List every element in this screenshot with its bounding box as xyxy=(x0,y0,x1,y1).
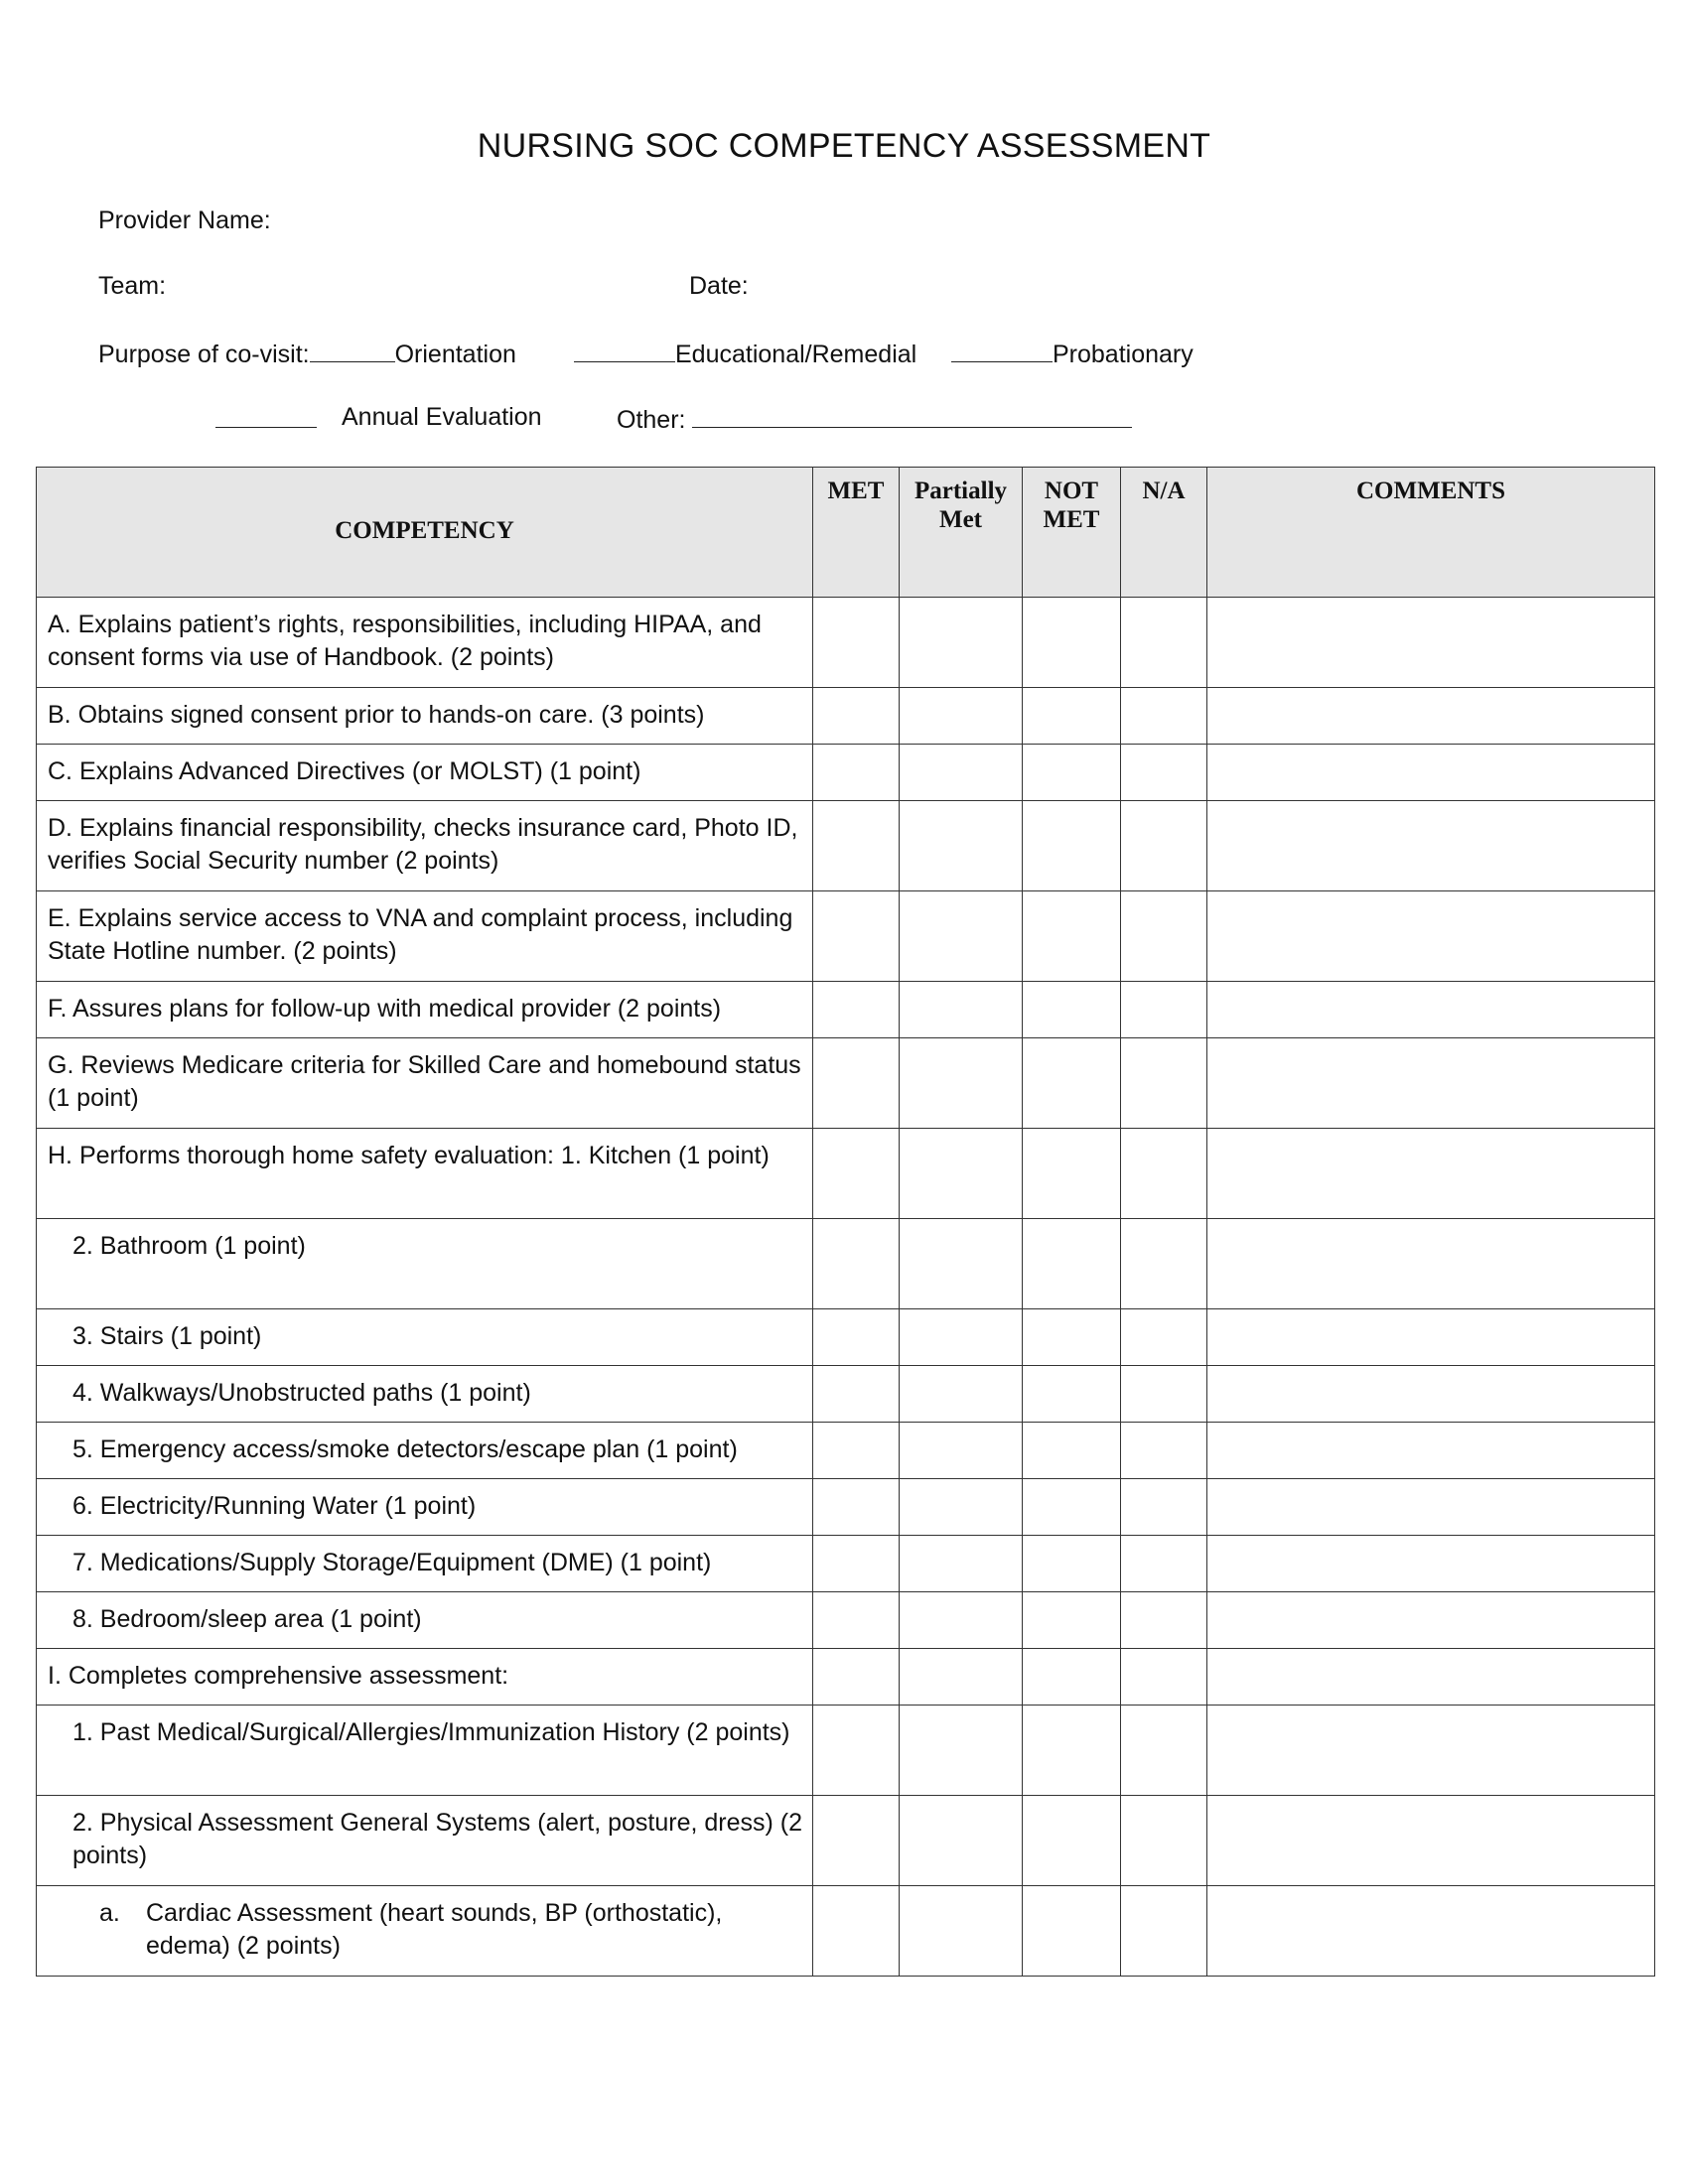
competency-header: COMPETENCY xyxy=(37,468,813,598)
annual-blank[interactable] xyxy=(215,403,317,428)
table-row xyxy=(37,1309,1655,1366)
competency-text: G. Reviews Medicare criteria for Skilled Care and homebound status (1 point) xyxy=(48,1051,801,1112)
na-cell[interactable] xyxy=(1121,801,1207,891)
competency-text: 1. Past Medical/Surgical/Allergies/Immunization History (2 points) xyxy=(72,1718,790,1746)
educational-blank[interactable] xyxy=(574,338,675,362)
met-cell[interactable] xyxy=(813,891,900,982)
partially-met-cell[interactable] xyxy=(900,801,1023,891)
other-label: Other: xyxy=(617,406,686,434)
na-cell[interactable] xyxy=(1121,1479,1207,1536)
competency-item xyxy=(37,1479,813,1536)
partially-met-cell[interactable] xyxy=(900,1423,1023,1479)
competency-text: H. Performs thorough home safety evaluation: 1. Kitchen (1 point) xyxy=(48,1142,770,1169)
not-met-cell[interactable] xyxy=(1023,688,1121,745)
comments-cell[interactable] xyxy=(1207,1592,1655,1649)
not-met-cell[interactable] xyxy=(1023,1592,1121,1649)
annual-line xyxy=(215,403,317,435)
comments-cell[interactable] xyxy=(1207,1423,1655,1479)
not-met-cell[interactable] xyxy=(1023,982,1121,1038)
competency-text: 5. Emergency access/smoke detectors/escape plan (1 point) xyxy=(72,1435,738,1463)
partially-met-header: Partially Met xyxy=(900,468,1023,598)
met-cell[interactable] xyxy=(813,1219,900,1309)
partially-met-cell[interactable] xyxy=(900,1038,1023,1129)
comments-cell[interactable] xyxy=(1207,801,1655,891)
met-cell[interactable] xyxy=(813,1129,900,1219)
table-row xyxy=(37,1886,1655,1977)
table-row xyxy=(37,688,1655,745)
partially-met-cell[interactable] xyxy=(900,1366,1023,1423)
table-row xyxy=(37,891,1655,982)
partially-met-cell[interactable] xyxy=(900,1592,1023,1649)
comments-cell[interactable] xyxy=(1207,1129,1655,1219)
partially-met-cell[interactable] xyxy=(900,745,1023,801)
comments-cell[interactable] xyxy=(1207,891,1655,982)
comments-cell[interactable] xyxy=(1207,982,1655,1038)
met-cell[interactable] xyxy=(813,598,900,688)
na-cell[interactable] xyxy=(1121,1796,1207,1886)
competency-item xyxy=(37,1796,813,1886)
annual-option: Annual Evaluation xyxy=(342,403,542,431)
competency-item xyxy=(37,891,813,982)
competency-text: 8. Bedroom/sleep area (1 point) xyxy=(72,1605,422,1633)
met-cell[interactable] xyxy=(813,1592,900,1649)
table-row xyxy=(37,745,1655,801)
competency-item xyxy=(37,801,813,891)
na-cell[interactable] xyxy=(1121,1423,1207,1479)
met-cell[interactable] xyxy=(813,1796,900,1886)
table-row xyxy=(37,598,1655,688)
comments-cell[interactable] xyxy=(1207,1309,1655,1366)
table-row xyxy=(37,1536,1655,1592)
competency-item xyxy=(37,1366,813,1423)
competency-item xyxy=(37,982,813,1038)
na-cell[interactable] xyxy=(1121,1706,1207,1796)
competency-text: B. Obtains signed consent prior to hands-on care. (3 points) xyxy=(48,701,705,729)
competency-text: F. Assures plans for follow-up with medical provider (2 points) xyxy=(48,995,722,1023)
table-row xyxy=(37,1219,1655,1309)
na-cell[interactable] xyxy=(1121,1366,1207,1423)
met-cell[interactable] xyxy=(813,1366,900,1423)
page-title: NURSING SOC COMPETENCY ASSESSMENT xyxy=(477,127,1211,165)
partially-met-cell[interactable] xyxy=(900,688,1023,745)
met-cell[interactable] xyxy=(813,1479,900,1536)
other-blank[interactable] xyxy=(692,403,1132,428)
provider-name-label: Provider Name: xyxy=(98,206,271,234)
competency-table xyxy=(36,467,1655,1977)
met-cell[interactable] xyxy=(813,982,900,1038)
competency-item xyxy=(37,1423,813,1479)
team-label: Team: xyxy=(98,272,167,300)
provider-name-line xyxy=(98,206,271,235)
not-met-cell[interactable] xyxy=(1023,1796,1121,1886)
comments-cell[interactable] xyxy=(1207,1886,1655,1977)
competency-item xyxy=(37,688,813,745)
met-cell[interactable] xyxy=(813,1038,900,1129)
not-met-cell[interactable] xyxy=(1023,1649,1121,1706)
competency-item xyxy=(37,1592,813,1649)
table-row xyxy=(37,1649,1655,1706)
not-met-cell[interactable] xyxy=(1023,1536,1121,1592)
competency-text: Cardiac Assessment (heart sounds, BP (orthostatic), edema) (2 points) xyxy=(146,1899,723,1960)
orientation-blank[interactable] xyxy=(310,338,395,362)
competency-text: C. Explains Advanced Directives (or MOLST) (1 point) xyxy=(48,757,641,785)
purpose-label: Purpose of co-visit: xyxy=(98,341,310,368)
not-met-cell[interactable] xyxy=(1023,1479,1121,1536)
partially-met-cell[interactable] xyxy=(900,982,1023,1038)
table-row xyxy=(37,1479,1655,1536)
competency-text: 2. Bathroom (1 point) xyxy=(72,1232,306,1260)
met-cell[interactable] xyxy=(813,1309,900,1366)
probationary-option: Probationary xyxy=(1053,341,1194,368)
educational-option: Educational/Remedial xyxy=(675,341,917,368)
table-row xyxy=(37,1423,1655,1479)
competency-item xyxy=(37,1038,813,1129)
na-cell[interactable] xyxy=(1121,1649,1207,1706)
not-met-cell[interactable] xyxy=(1023,1219,1121,1309)
na-cell[interactable] xyxy=(1121,1219,1207,1309)
comments-cell[interactable] xyxy=(1207,1649,1655,1706)
partially-met-cell[interactable] xyxy=(900,1886,1023,1977)
not-met-cell[interactable] xyxy=(1023,891,1121,982)
met-cell[interactable] xyxy=(813,1423,900,1479)
partially-met-cell[interactable] xyxy=(900,598,1023,688)
comments-cell[interactable] xyxy=(1207,1796,1655,1886)
table-header-row xyxy=(37,468,1655,598)
partially-met-cell[interactable] xyxy=(900,1309,1023,1366)
competency-item xyxy=(37,1309,813,1366)
competency-item xyxy=(37,1219,813,1309)
comments-header: COMMENTS xyxy=(1207,468,1655,598)
not-met-cell[interactable] xyxy=(1023,1423,1121,1479)
not-met-cell[interactable] xyxy=(1023,1366,1121,1423)
probationary-line xyxy=(951,338,1194,369)
na-cell[interactable] xyxy=(1121,1886,1207,1977)
sub-item-marker: a. xyxy=(99,1899,120,1927)
comments-cell[interactable] xyxy=(1207,598,1655,688)
na-header: N/A xyxy=(1121,468,1207,598)
competency-item xyxy=(37,1649,813,1706)
not-met-header: NOT MET xyxy=(1023,468,1121,598)
competency-item xyxy=(37,598,813,688)
met-cell[interactable] xyxy=(813,1706,900,1796)
purpose-line xyxy=(98,338,516,369)
partially-met-cell[interactable] xyxy=(900,1706,1023,1796)
comments-cell[interactable] xyxy=(1207,688,1655,745)
comments-cell[interactable] xyxy=(1207,1479,1655,1536)
competency-text: I. Completes comprehensive assessment: xyxy=(48,1662,509,1690)
sub-item-a xyxy=(48,1897,804,1963)
competency-item xyxy=(37,1706,813,1796)
met-cell[interactable] xyxy=(813,745,900,801)
na-cell[interactable] xyxy=(1121,1129,1207,1219)
not-met-cell[interactable] xyxy=(1023,801,1121,891)
table-row xyxy=(37,1038,1655,1129)
orientation-option: Orientation xyxy=(394,341,516,368)
date-label: Date: xyxy=(689,272,749,300)
competency-item xyxy=(37,1129,813,1219)
competency-item xyxy=(37,745,813,801)
met-cell[interactable] xyxy=(813,1649,900,1706)
na-cell[interactable] xyxy=(1121,598,1207,688)
not-met-cell[interactable] xyxy=(1023,598,1121,688)
comments-cell[interactable] xyxy=(1207,1219,1655,1309)
educational-line xyxy=(574,338,916,369)
met-cell[interactable] xyxy=(813,688,900,745)
not-met-cell[interactable] xyxy=(1023,1038,1121,1129)
table-row xyxy=(37,1366,1655,1423)
other-line xyxy=(617,403,1132,435)
competency-text: 3. Stairs (1 point) xyxy=(72,1322,262,1350)
partially-met-cell[interactable] xyxy=(900,891,1023,982)
comments-cell[interactable] xyxy=(1207,745,1655,801)
not-met-cell[interactable] xyxy=(1023,1309,1121,1366)
met-header: MET xyxy=(813,468,900,598)
table-row xyxy=(37,1706,1655,1796)
competency-text: 6. Electricity/Running Water (1 point) xyxy=(72,1492,477,1520)
na-cell[interactable] xyxy=(1121,891,1207,982)
table-row xyxy=(37,982,1655,1038)
competency-text: E. Explains service access to VNA and complaint process, including State Hotline number. (2 points) xyxy=(48,904,793,965)
partially-met-cell[interactable] xyxy=(900,1536,1023,1592)
na-cell[interactable] xyxy=(1121,745,1207,801)
met-cell[interactable] xyxy=(813,1886,900,1977)
not-met-cell[interactable] xyxy=(1023,1129,1121,1219)
partially-met-cell[interactable] xyxy=(900,1796,1023,1886)
competency-item xyxy=(37,1536,813,1592)
competency-text: 2. Physical Assessment General Systems (alert, posture, dress) (2 points) xyxy=(72,1809,802,1869)
competency-text: D. Explains financial responsibility, checks insurance card, Photo ID, verifies Social Security number (2 points) xyxy=(48,814,798,875)
competency-item xyxy=(37,1886,813,1977)
probationary-blank[interactable] xyxy=(951,338,1053,362)
not-met-cell[interactable] xyxy=(1023,1886,1121,1977)
na-cell[interactable] xyxy=(1121,1309,1207,1366)
not-met-cell[interactable] xyxy=(1023,745,1121,801)
na-cell[interactable] xyxy=(1121,1592,1207,1649)
na-cell[interactable] xyxy=(1121,688,1207,745)
table-row xyxy=(37,1129,1655,1219)
met-cell[interactable] xyxy=(813,1536,900,1592)
na-cell[interactable] xyxy=(1121,982,1207,1038)
partially-met-cell[interactable] xyxy=(900,1219,1023,1309)
table-row xyxy=(37,1796,1655,1886)
met-cell[interactable] xyxy=(813,801,900,891)
competency-text: 7. Medications/Supply Storage/Equipment (DME) (1 point) xyxy=(72,1549,712,1576)
table-row xyxy=(37,801,1655,891)
partially-met-cell[interactable] xyxy=(900,1649,1023,1706)
comments-cell[interactable] xyxy=(1207,1706,1655,1796)
partially-met-cell[interactable] xyxy=(900,1129,1023,1219)
not-met-cell[interactable] xyxy=(1023,1706,1121,1796)
comments-cell[interactable] xyxy=(1207,1366,1655,1423)
partially-met-cell[interactable] xyxy=(900,1479,1023,1536)
comments-cell[interactable] xyxy=(1207,1536,1655,1592)
competency-text: A. Explains patient’s rights, responsibilities, including HIPAA, and consent forms via use of Handbook. (2 points) xyxy=(48,611,762,671)
comments-cell[interactable] xyxy=(1207,1038,1655,1129)
na-cell[interactable] xyxy=(1121,1536,1207,1592)
table-row xyxy=(37,1592,1655,1649)
na-cell[interactable] xyxy=(1121,1038,1207,1129)
competency-text: 4. Walkways/Unobstructed paths (1 point) xyxy=(72,1379,531,1407)
